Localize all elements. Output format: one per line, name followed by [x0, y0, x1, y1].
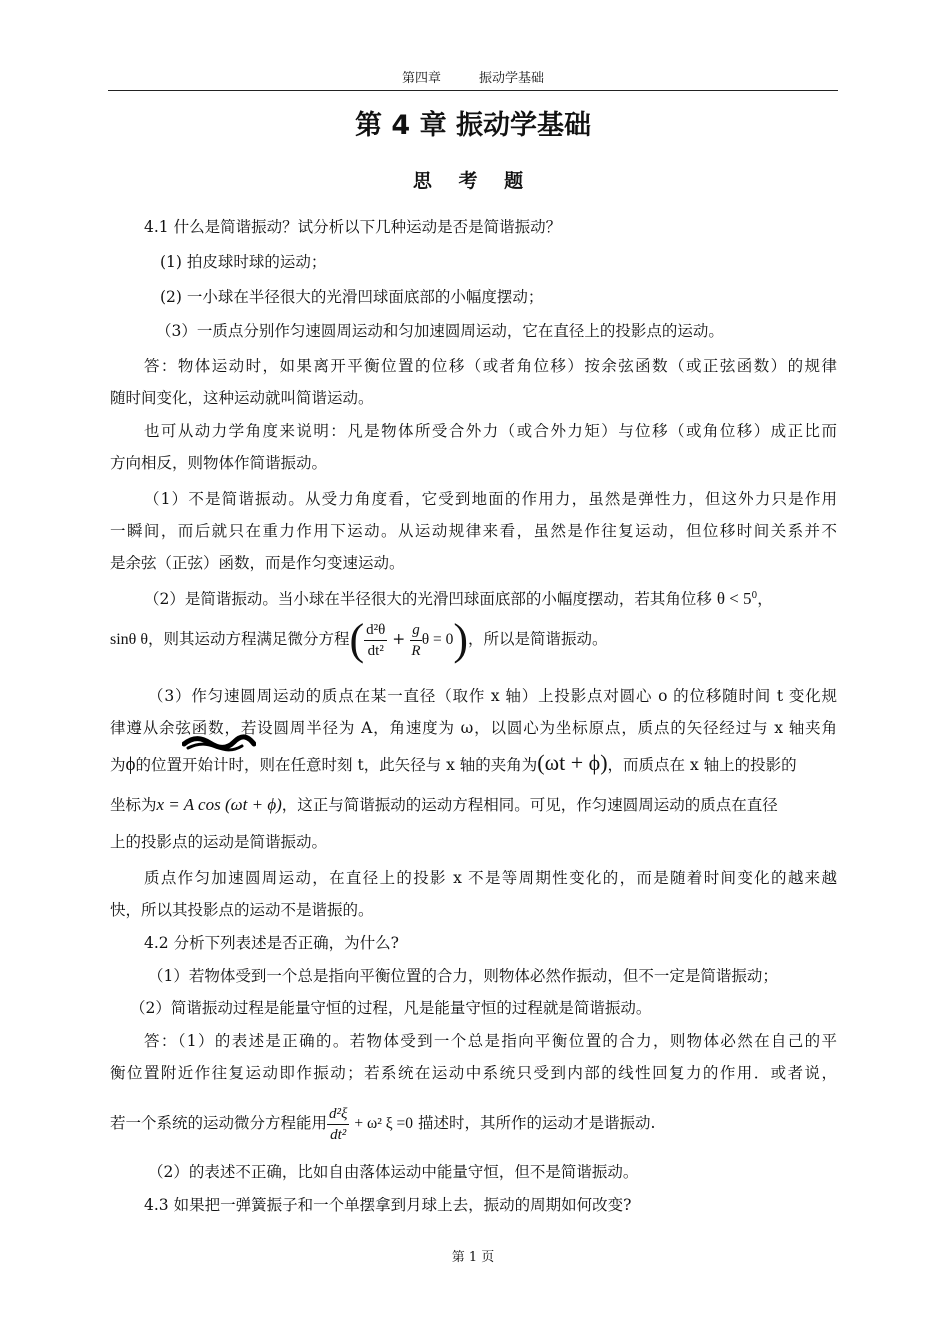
header-title: 振动学基础	[479, 71, 545, 86]
q41-p1-line-1: （1）不是简谐振动。从受力角度看，它受到地面的作用力，虽然是弹性力，但这外力只是作用	[144, 490, 837, 508]
q41-p4-line-1: 质点作匀加速圆周运动，在直径上的投影 x 不是等周期性变化的，而是随着时间变化的越来越	[144, 869, 837, 887]
fraction-d2xi	[327, 1104, 349, 1145]
question-4-1: 4.1 什么是简谐振动？试分析以下几种运动是否是简谐振动？	[144, 218, 562, 236]
q41-p3d-a: 坐标为	[110, 796, 157, 814]
q41-p3-line-5: 上的投影点的运动是简谐振动。	[110, 833, 328, 851]
q41-p3-line-3	[110, 748, 797, 778]
q41-p2-line-2: sinθ θ，则其运动方程满足微分方程( $\frac{\text{d²θ}}{\text{dt²}}$ + $\frac{g}{R}$ θ = 0)，所以是简谐振动。	[110, 615, 608, 664]
q41-p1-line-2: 一瞬间，而后就只在重力作用下运动。从运动规律来看，虽然是作往复运动，但位移时间关系并不	[110, 522, 837, 540]
q41-answer-line-2: 随时间变化，这种运动就叫简谐运动。	[110, 389, 374, 407]
q42-answer-2: （2）的表述不正确，比如自由落体运动中能量守恒，但不是简谐振动。	[148, 1163, 639, 1181]
oscillator-term: + ω² ξ =0	[354, 1115, 413, 1132]
q41-answer-line-1: 答：物体运动时，如果离开平衡位置的位移（或者角位移）按余弦函数（或正弦函数）的规律	[144, 357, 837, 375]
angle-condition: θ < 5	[716, 589, 752, 609]
chapter-title: 第 4 章 振动学基础	[355, 110, 591, 141]
frac-g: g	[410, 620, 422, 641]
q42-item-1: （1）若物体受到一个总是指向平衡位置的合力，则物体必然作振动，但不一定是简谐振动；	[148, 967, 778, 985]
q41-dynamics-line-1: 也可从动力学角度来说明：凡是物体所受合外力（或合外力矩）与位移（或角位移）成正比而	[144, 422, 837, 440]
q42-answer-line-3	[110, 1098, 655, 1148]
q41-p1-line-3: 是余弦（正弦）函数，而是作匀变速运动。	[110, 554, 405, 572]
q41-p4-line-2: 快，所以其投影点的运动不是谐振的。	[110, 901, 374, 919]
fraction-d2theta	[364, 620, 387, 661]
q41-p2-text: （2）是简谐振动。当小球在半径很大的光滑凹球面底部的小幅度摆动，若其角位移	[144, 590, 712, 609]
q42-item-2: （2）简谐振动过程是能量守恒的过程，凡是能量守恒的过程就是简谐振动。	[130, 999, 652, 1017]
page-header	[108, 68, 838, 91]
q41-p2-comma: ，	[757, 590, 773, 609]
header-chapter: 第四章	[401, 71, 441, 86]
right-paren: )	[453, 615, 469, 664]
q42-answer-line-2: 衡位置附近作往复运动即作振动；若系统在运动中系统只受到内部的线性回复力的作用．或者说，	[110, 1064, 837, 1082]
q41-p3-line-2: 律遵从余弦函数，若设圆周半径为 A，角速度为 ω，以圆心为坐标原点，质点的矢径经过与 x 轴夹角	[110, 719, 837, 737]
section-title: 思 考 题	[412, 170, 534, 192]
q41-p3d-b: ，这正与简谐振动的运动方程相同。可见，作匀速圆周运动的质点在直径	[281, 796, 778, 814]
frac-d2xi-den: dt²	[330, 1126, 347, 1143]
projection-equation: x = A cos (ωt + ϕ)	[156, 795, 282, 814]
q41-p2-line-1	[144, 585, 773, 610]
frac-num: d²θ	[364, 620, 387, 641]
frac-r: R	[411, 642, 421, 659]
q41-p3c-a: 为	[110, 756, 126, 774]
q42-ans-c-a: 若一个系统的运动微分方程能用	[110, 1114, 328, 1132]
page-footer: 第 1 页	[451, 1250, 495, 1265]
angle-expression: (ωt + ϕ)	[537, 750, 608, 775]
frac-d2xi-num: d²ξ	[327, 1104, 349, 1125]
q41-dynamics-line-2: 方向相反，则物体作简谐振动。	[110, 454, 328, 472]
sin-approx: sinθ θ	[110, 631, 148, 648]
left-paren: (	[349, 615, 365, 664]
q41-p3-line-4	[110, 790, 778, 820]
question-4-3: 4.3 如果把一弹簧振子和一个单摆拿到月球上去，振动的周期如何改变?	[144, 1196, 632, 1214]
q41-p3-line-1: （3）作匀速圆周运动的质点在某一直径（取作 x 轴）上投影点对圆心 o 的位移随时间 t 变化规	[148, 687, 837, 705]
q42-answer-line-1: 答：（1）的表述是正确的。若物体受到一个总是指向平衡位置的合力，则物体必然在自己的平	[144, 1032, 837, 1050]
q41-p3c-c: ，而质点在 x 轴上的投影的	[607, 756, 797, 774]
q41-item-1: (1) 拍皮球时球的运动；	[160, 253, 327, 271]
q42-ans-c-b: 描述时，其所作的运动才是谐振动.	[417, 1114, 656, 1132]
question-4-2: 4.2 分析下列表述是否正确，为什么?	[144, 934, 399, 952]
q41-item-2: (2) 一小球在半径很大的光滑凹球面底部的小幅度摆动；	[160, 288, 544, 306]
phi-symbol: ϕ	[125, 754, 136, 775]
angle-superscript: 0	[751, 591, 758, 601]
q41-item-3: （3）一质点分别作匀速圆周运动和匀加速圆周运动，它在直径上的投影点的运动。	[156, 322, 724, 340]
q41-p2-end: ，所以是简谐振动。	[468, 630, 608, 648]
fraction-g-r	[410, 620, 422, 661]
theta-zero: θ = 0	[421, 631, 454, 648]
frac-den: dt²	[367, 642, 384, 659]
q41-p3c-b: 的位置开始计时，则在任意时刻 t，此矢径与 x 轴的夹角为	[135, 756, 538, 774]
q41-p2-eq-text: ，则其运动方程满足微分方程	[148, 630, 350, 648]
